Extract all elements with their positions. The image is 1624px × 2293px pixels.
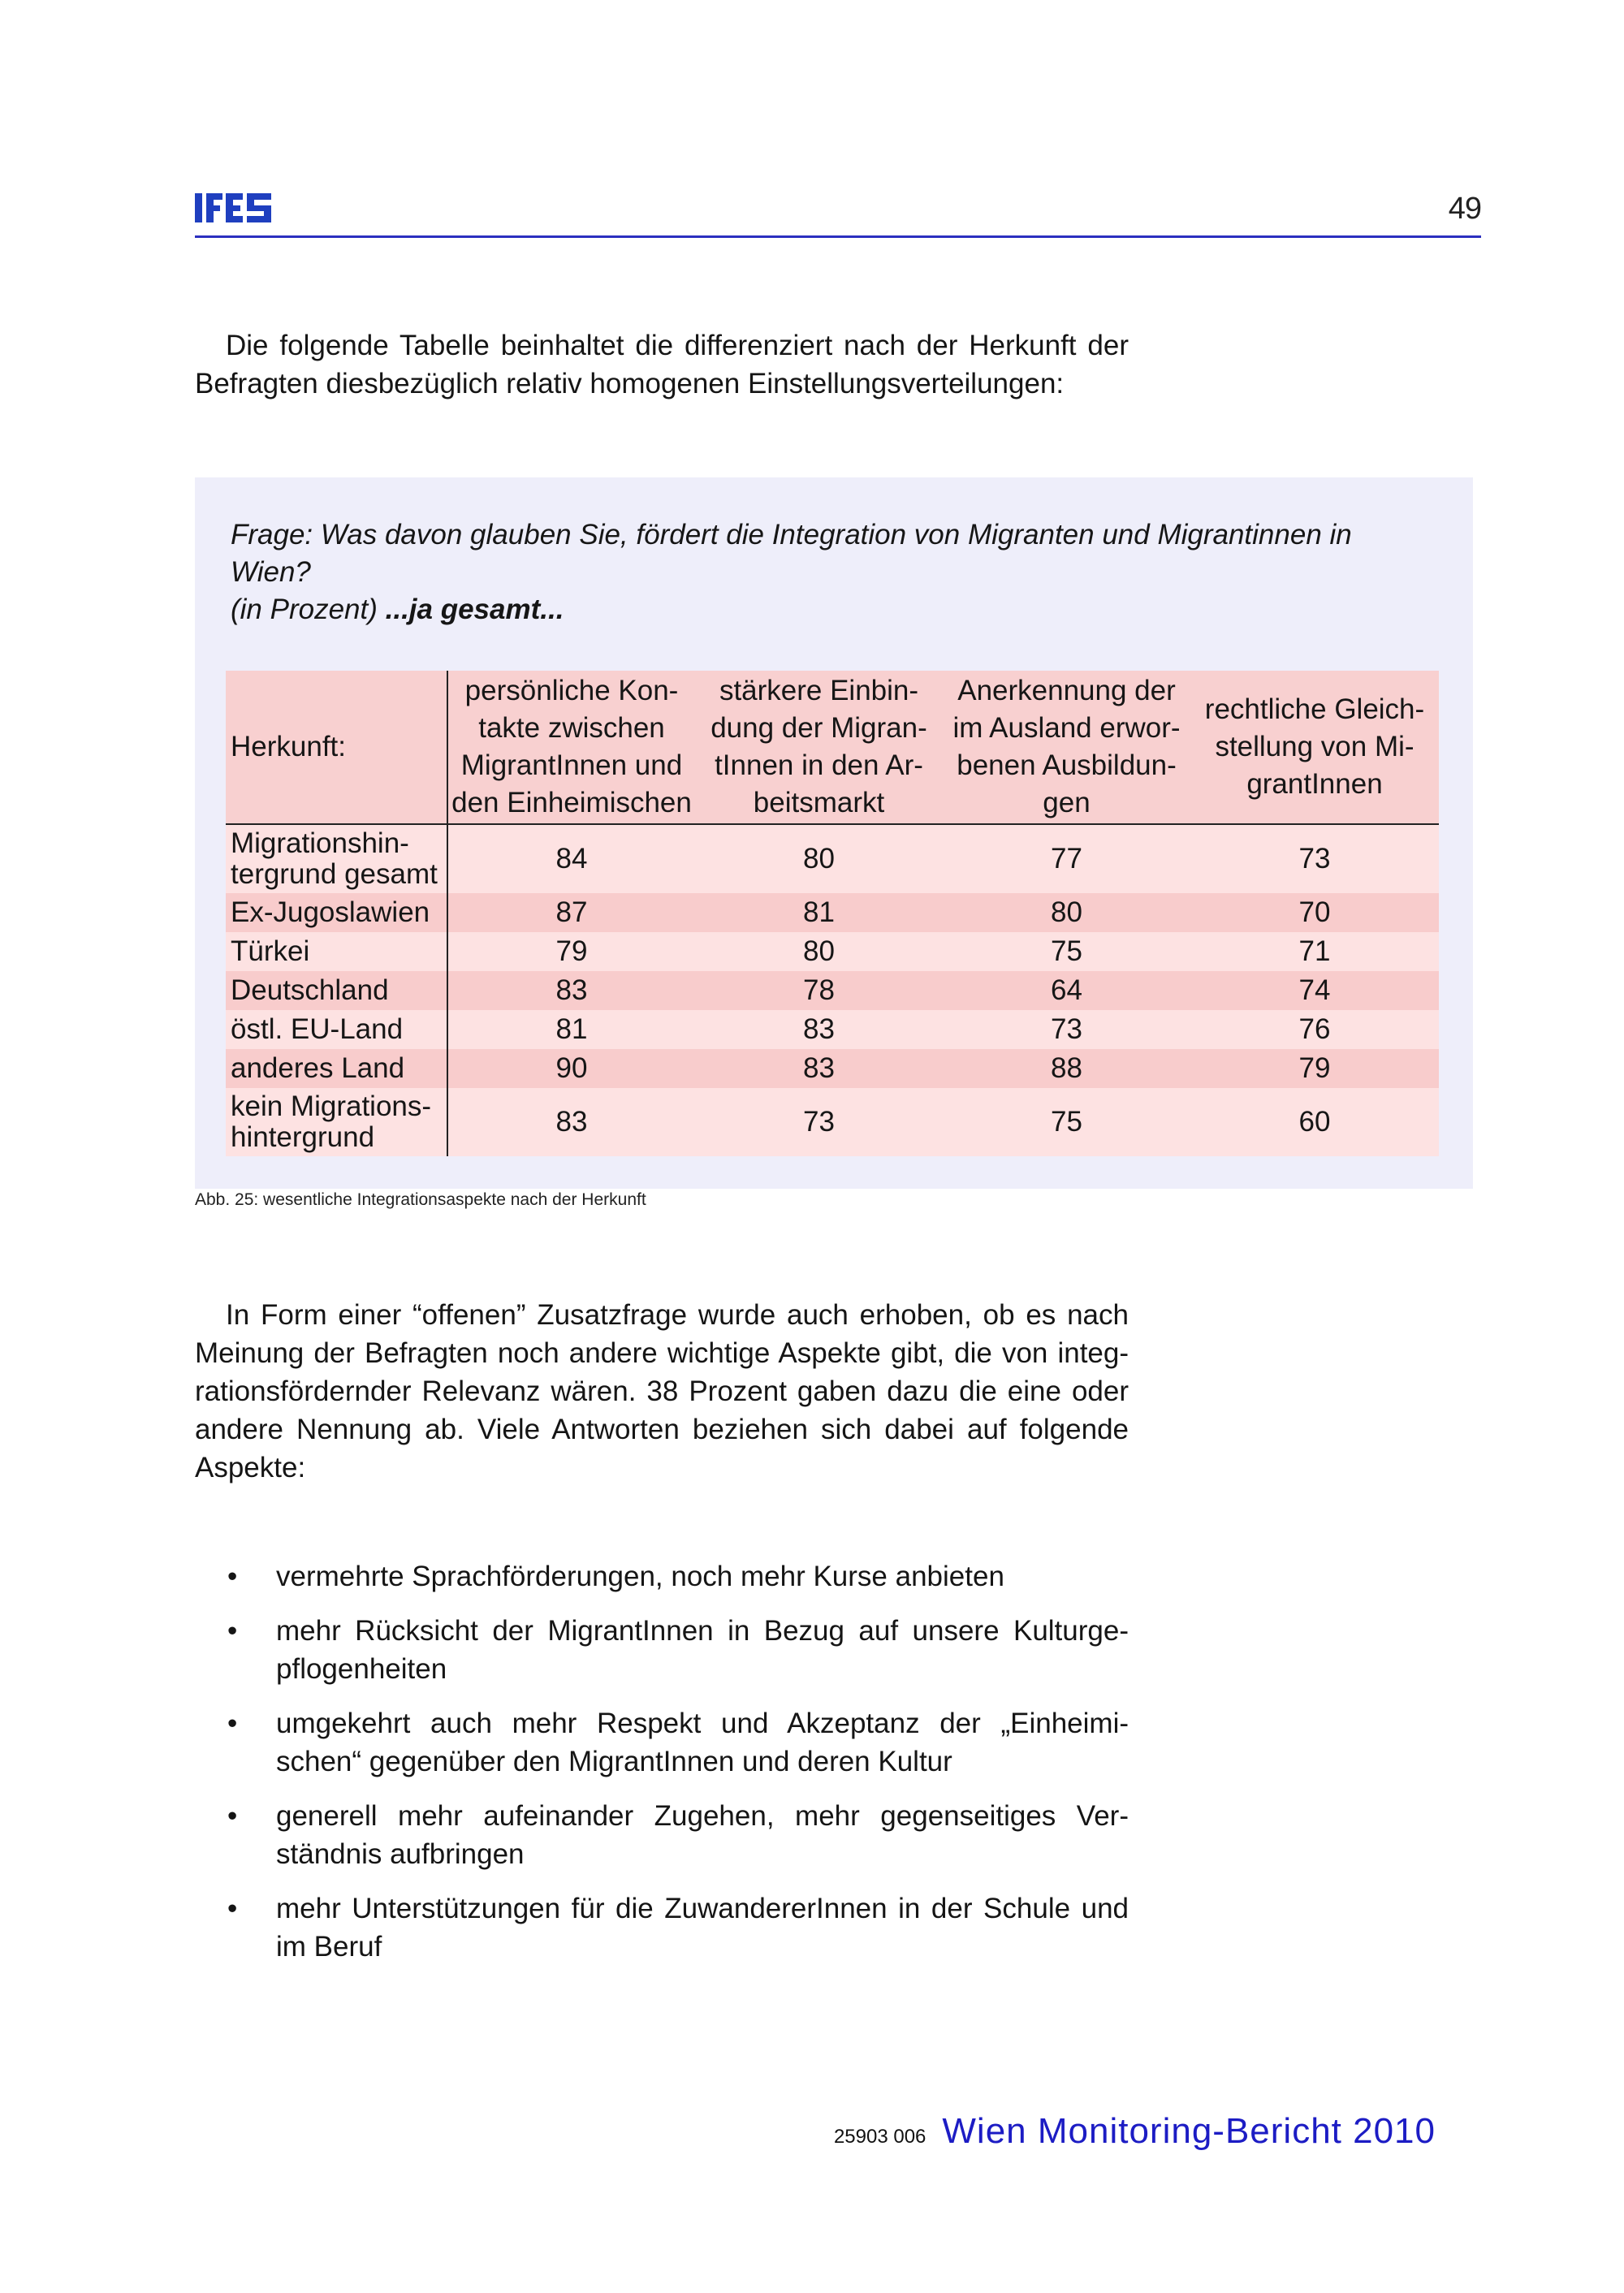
row-label: Deutschland	[226, 971, 447, 1010]
header-line: im Ausland erwor-	[952, 712, 1181, 744]
table-cell: 73	[1190, 824, 1439, 893]
table-cell: 80	[943, 893, 1190, 932]
question-line: Frage: Was davon glauben Sie, fördert die Integration von Migranten und Migrantinnen in	[231, 519, 1352, 551]
list-item-line: vermehrte Sprachförderungen, noch mehr Kurse anbieten	[276, 1561, 1004, 1592]
bullet-icon: •	[227, 1561, 238, 1592]
table-cell: 80	[695, 932, 943, 971]
table-cell: 77	[943, 824, 1190, 893]
row-label: Türkei	[226, 932, 447, 971]
table-cell: 83	[447, 971, 695, 1010]
body-line: andere Nennung ab. Viele Antworten beziehen sich dabei auf folgende	[195, 1414, 1129, 1445]
list-item	[195, 1889, 1129, 1966]
table-row	[226, 1088, 1439, 1156]
table-row	[226, 932, 1439, 971]
header-line: tInnen in den Ar-	[715, 749, 923, 781]
list-item	[195, 1612, 1129, 1688]
list-item-line: pflogenheiten	[276, 1653, 447, 1685]
list-item-line: mehr Unterstützungen für die ZuwandererInnen in der Schule und	[276, 1893, 1129, 1924]
header-anerkennung-ausbildung	[943, 671, 1190, 824]
page-header	[195, 192, 1481, 238]
intro-paragraph	[195, 326, 1129, 403]
list-item	[195, 1557, 1129, 1596]
header-line: beitsmarkt	[753, 787, 885, 818]
table-cell: 75	[943, 932, 1190, 971]
question-emphasis: ...ja gesamt...	[385, 594, 564, 625]
report-code: 25903 006	[833, 2126, 926, 2148]
header-line: Anerkennung der	[957, 675, 1176, 706]
header-line: MigrantInnen und	[460, 749, 683, 781]
header-rechtliche-gleichstellung	[1190, 671, 1439, 824]
row-label	[226, 1088, 447, 1156]
table-cell: 79	[1190, 1049, 1439, 1088]
list-item	[195, 1797, 1129, 1873]
body-line: In Form einer “offenen” Zusatzfrage wurde auch erhoben, ob es nach	[226, 1299, 1129, 1331]
row-label-line: hintergrund	[231, 1121, 375, 1153]
ifes-logo	[195, 192, 273, 227]
intro-line: Die folgende Tabelle beinhaltet die differenziert nach der Herkunft der	[226, 330, 1129, 361]
survey-question	[231, 516, 1432, 628]
header-arbeitsmarkt	[695, 671, 943, 824]
bullet-icon: •	[227, 1893, 238, 1924]
table-row	[226, 1049, 1439, 1088]
list-item-line: im Beruf	[276, 1931, 382, 1963]
question-unit: (in Prozent)	[231, 594, 386, 625]
table-cell: 79	[447, 932, 695, 971]
table-cell: 75	[943, 1088, 1190, 1156]
table-cell: 87	[447, 893, 695, 932]
table-cell: 81	[447, 1010, 695, 1049]
table-cell: 78	[695, 971, 943, 1010]
row-label-line: tergrund gesamt	[231, 858, 438, 890]
table-cell: 83	[695, 1010, 943, 1049]
header-line: benen Ausbildun-	[957, 749, 1177, 781]
header-line: takte zwischen	[478, 712, 665, 744]
body-paragraph	[195, 1296, 1129, 1487]
row-label: östl. EU-Land	[226, 1010, 447, 1049]
header-line: den Einheimischen	[451, 787, 692, 818]
bullet-icon: •	[227, 1800, 238, 1832]
table-cell: 81	[695, 893, 943, 932]
page-number: 49	[1448, 192, 1481, 226]
list-item-line: schen“ gegenüber den MigrantInnen und deren Kultur	[276, 1746, 952, 1777]
table-cell: 74	[1190, 971, 1439, 1010]
body-line: rationsfördernder Relevanz wären. 38 Prozent gaben dazu die eine oder	[195, 1375, 1129, 1407]
header-line: stellung von Mi-	[1215, 731, 1415, 762]
header-line: grantInnen	[1246, 768, 1383, 800]
table-cell: 90	[447, 1049, 695, 1088]
row-label	[226, 824, 447, 893]
list-item-line: mehr Rücksicht der MigrantInnen in Bezug auf unsere Kulturge-	[276, 1615, 1129, 1647]
intro-line: Befragten diesbezüglich relativ homogenen Einstellungsverteilungen:	[195, 368, 1065, 399]
list-item-line: generell mehr aufeinander Zugehen, mehr gegenseitiges Ver-	[276, 1800, 1129, 1832]
body-line: Aspekte:	[195, 1452, 306, 1483]
body-line: Meinung der Befragten noch andere wichtige Aspekte gibt, die von integ-	[195, 1337, 1129, 1369]
question-line: Wien?	[231, 556, 311, 588]
list-item	[195, 1704, 1129, 1781]
table-cell: 84	[447, 824, 695, 893]
table-row	[226, 971, 1439, 1010]
row-label: anderes Land	[226, 1049, 447, 1088]
table-cell: 64	[943, 971, 1190, 1010]
row-label-line: Migrationshin-	[231, 827, 409, 859]
table-cell: 88	[943, 1049, 1190, 1088]
table-cell: 73	[943, 1010, 1190, 1049]
header-line: dung der Migran-	[710, 712, 927, 744]
row-label-line: kein Migrations-	[231, 1090, 432, 1122]
page-footer	[834, 2111, 1436, 2152]
header-persoenliche-kontakte	[447, 671, 695, 824]
row-label: Ex-Jugoslawien	[226, 893, 447, 932]
header-line: gen	[1043, 787, 1091, 818]
table-row	[226, 893, 1439, 932]
table-cell: 80	[695, 824, 943, 893]
aspects-list	[195, 1557, 1129, 1982]
table-cell: 83	[695, 1049, 943, 1088]
ifes-logo-graphic	[195, 192, 273, 224]
header-line: persönliche Kon-	[464, 675, 679, 706]
header-line: Herkunft:	[231, 731, 346, 762]
table-cell: 73	[695, 1088, 943, 1156]
header-herkunft	[226, 671, 447, 824]
header-line: rechtliche Gleich-	[1204, 693, 1425, 725]
bullet-icon: •	[227, 1708, 238, 1739]
question-unit-line	[231, 591, 1432, 628]
results-table	[226, 671, 1439, 1156]
table-cell: 83	[447, 1088, 695, 1156]
table-cell: 60	[1190, 1088, 1439, 1156]
figure-caption: Abb. 25: wesentliche Integrationsaspekte nach der Herkunft	[195, 1190, 646, 1209]
list-item-line: ständnis aufbringen	[276, 1838, 525, 1870]
list-item-line: umgekehrt auch mehr Respekt und Akzeptanz der „Einheimi-	[276, 1708, 1129, 1739]
bullet-icon: •	[227, 1615, 238, 1647]
table-cell: 76	[1190, 1010, 1439, 1049]
table-row	[226, 824, 1439, 893]
table-cell: 71	[1190, 932, 1439, 971]
table-row	[226, 1010, 1439, 1049]
report-title: Wien Monitoring-Bericht 2010	[942, 2111, 1436, 2151]
table-box	[195, 477, 1473, 1189]
table-header-row	[226, 671, 1439, 824]
table-cell: 70	[1190, 893, 1439, 932]
header-line: stärkere Einbin-	[719, 675, 919, 706]
